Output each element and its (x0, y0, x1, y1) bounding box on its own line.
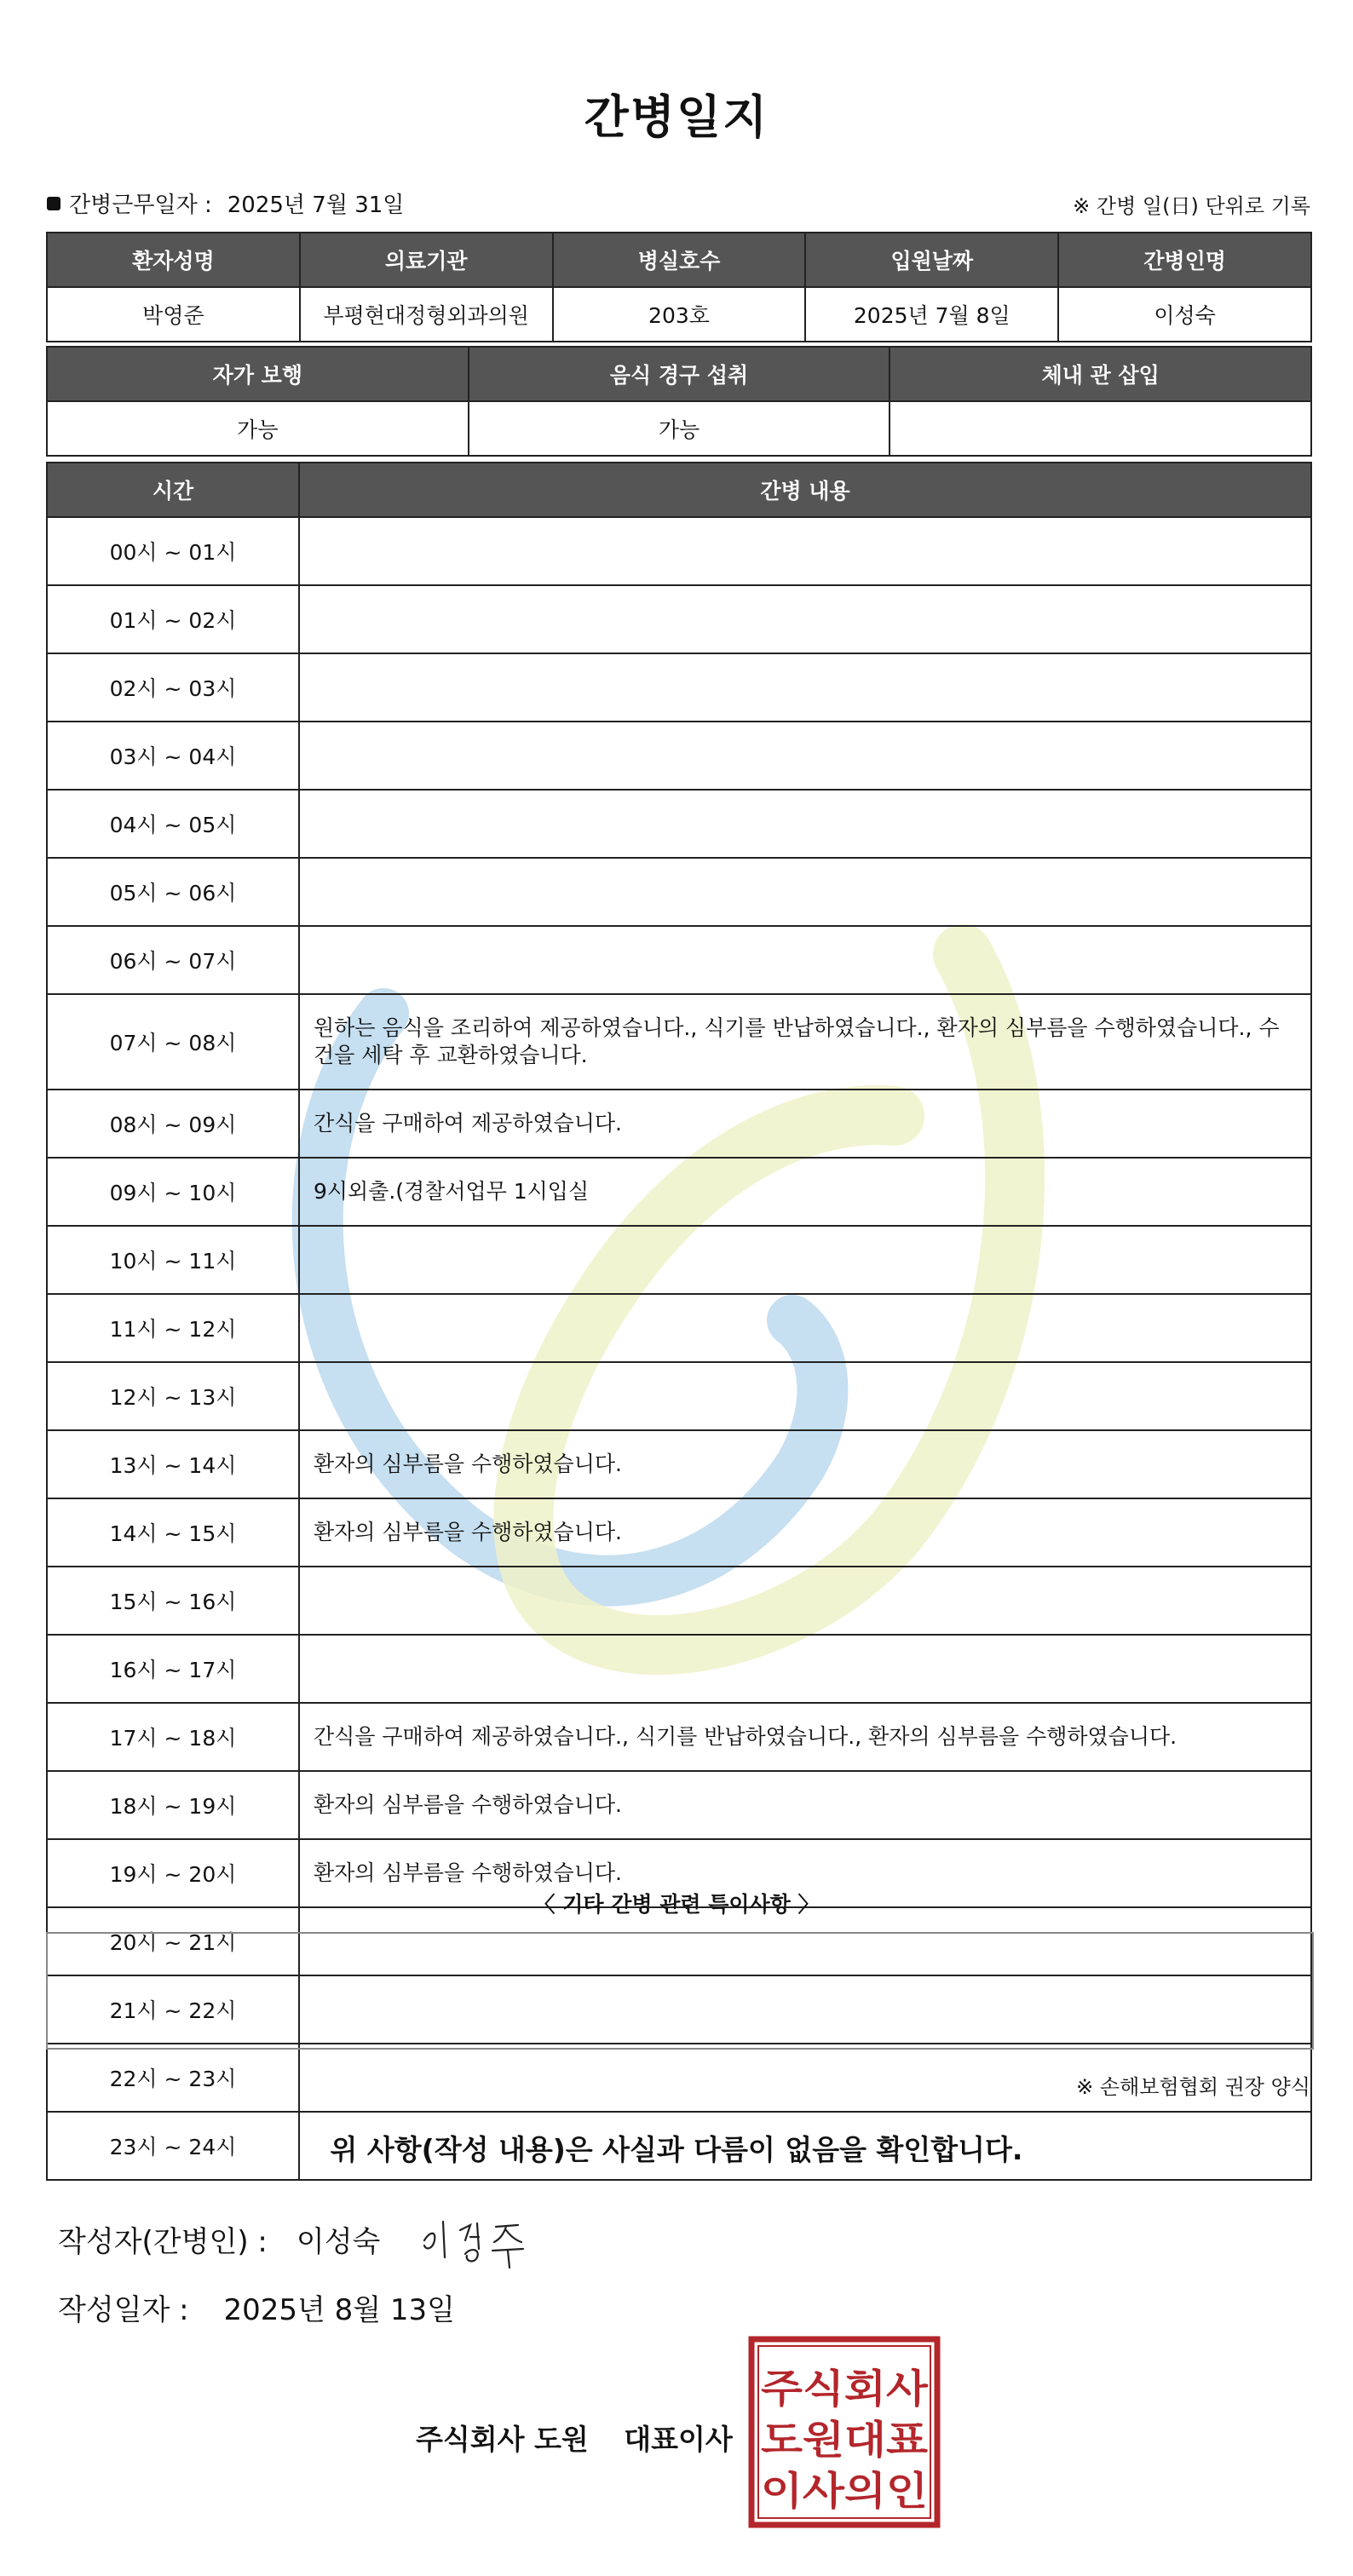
header-self-walking: 자가 보행 (47, 347, 469, 401)
time-cell: 06시 ~ 07시 (47, 926, 299, 994)
content-cell (299, 858, 1311, 926)
tube-insertion-value (890, 401, 1311, 456)
header-patient-name: 환자성명 (47, 233, 300, 287)
admission-date: 2025년 7월 8일 (805, 287, 1058, 342)
header-hospital: 의료기관 (300, 233, 553, 287)
header-room: 병실호수 (553, 233, 806, 287)
time-cell: 20시 ~ 21시 (47, 1907, 299, 1975)
content-cell: 원하는 음식을 조리하여 제공하였습니다., 식기를 반납하였습니다., 환자의 심부름을 수행하였습니다., 수건을 세탁 후 교환하였습니다. (299, 994, 1311, 1090)
patient-status-table (46, 346, 1312, 457)
content-cell: 환자의 심부름을 수행하였습니다. (299, 1430, 1311, 1498)
writer-label: 작성자(간병인) : (58, 2225, 268, 2259)
content-cell (299, 722, 1311, 790)
remarks-title: 〈 기타 간병 관련 특이사항 〉 (533, 1892, 820, 1917)
content-cell (299, 653, 1311, 722)
content-cell: 환자의 심부름을 수행하였습니다. (299, 1839, 1311, 1907)
stamp-line: 주식회사 (761, 2366, 929, 2412)
header-tube-insertion: 체내 관 삽입 (890, 347, 1311, 401)
company-line (416, 2418, 733, 2458)
work-date-value: 2025년 7월 31일 (227, 193, 405, 218)
form-source-note: ※ 손해보험협회 권장 양식 (1076, 2075, 1310, 2099)
header-oral-intake: 음식 경구 섭취 (469, 347, 890, 401)
table-row (47, 722, 1311, 790)
table-row (47, 1362, 1311, 1430)
page-title: 간병일지 (584, 90, 769, 144)
table-row (47, 790, 1311, 858)
content-cell: 간식을 구매하여 제공하였습니다. (299, 1090, 1311, 1158)
oral-intake-value: 가능 (469, 401, 890, 456)
table-row (47, 1703, 1311, 1771)
care-log-table (46, 462, 1312, 2181)
content-cell (299, 926, 1311, 994)
header-caregiver-name: 간병인명 (1058, 233, 1311, 287)
time-cell: 05시 ~ 06시 (47, 858, 299, 926)
patient-info-table (46, 232, 1312, 342)
table-row (47, 1635, 1311, 1703)
time-cell: 23시 ~ 24시 (47, 2112, 299, 2180)
time-cell: 21시 ~ 22시 (47, 1975, 299, 2044)
written-date-value: 2025년 8월 13일 (223, 2293, 456, 2327)
content-cell: 9시외출.(경찰서업무 1시입실 (299, 1158, 1311, 1226)
time-cell: 17시 ~ 18시 (47, 1703, 299, 1771)
square-bullet-icon (47, 197, 60, 210)
content-cell (299, 790, 1311, 858)
time-cell: 18시 ~ 19시 (47, 1771, 299, 1839)
time-cell: 00시 ~ 01시 (47, 517, 299, 585)
content-cell: 환자의 심부름을 수행하였습니다. (299, 1498, 1311, 1567)
table-row (47, 1567, 1311, 1635)
table-row (47, 994, 1311, 1090)
table-row (47, 1158, 1311, 1226)
patient-name: 박영준 (47, 287, 300, 342)
table-row (47, 858, 1311, 926)
time-cell: 08시 ~ 09시 (47, 1090, 299, 1158)
time-cell: 22시 ~ 23시 (47, 2044, 299, 2112)
writer-line (58, 2218, 380, 2260)
remarks-box (46, 1932, 1314, 2050)
writer-name: 이성숙 (296, 2225, 381, 2259)
table-row (47, 1771, 1311, 1839)
table-row (47, 1498, 1311, 1567)
table-row (47, 1090, 1311, 1158)
work-date (47, 187, 404, 219)
hospital-name: 부평현대정형외과의원 (300, 287, 553, 342)
content-cell (299, 1362, 1311, 1430)
content-cell: 환자의 심부름을 수행하였습니다. (299, 1771, 1311, 1839)
table-row (47, 653, 1311, 722)
stamp-line: 이사의인 (761, 2468, 928, 2514)
header-admission-date: 입원날짜 (805, 233, 1058, 287)
written-date-label: 작성일자 : (58, 2293, 189, 2327)
time-cell: 16시 ~ 17시 (47, 1635, 299, 1703)
time-cell: 19시 ~ 20시 (47, 1839, 299, 1907)
content-cell (299, 1294, 1311, 1362)
table-row (47, 1226, 1311, 1294)
header-care-content: 간병 내용 (299, 463, 1311, 517)
caregiver-name: 이성숙 (1058, 287, 1311, 342)
content-cell: 간식을 구매하여 제공하였습니다., 식기를 반납하였습니다., 환자의 심부름을 수행하였습니다. (299, 1703, 1311, 1771)
time-cell: 04시 ~ 05시 (47, 790, 299, 858)
work-date-label: 간병근무일자 : (69, 193, 212, 218)
time-cell: 09시 ~ 10시 (47, 1158, 299, 1226)
time-cell: 02시 ~ 03시 (47, 653, 299, 722)
table-row (47, 585, 1311, 653)
table-row (47, 517, 1311, 585)
company-name: 주식회사 도원 (416, 2423, 589, 2456)
time-cell: 07시 ~ 08시 (47, 994, 299, 1090)
company-title: 대표이사 (624, 2423, 733, 2456)
content-cell (299, 585, 1311, 653)
time-cell: 03시 ~ 04시 (47, 722, 299, 790)
company-seal-stamp (748, 2336, 941, 2528)
stamp-line: 도원대표 (761, 2417, 929, 2463)
time-cell: 01시 ~ 02시 (47, 585, 299, 653)
content-cell (299, 1567, 1311, 1635)
time-cell: 10시 ~ 11시 (47, 1226, 299, 1294)
time-cell: 12시 ~ 13시 (47, 1362, 299, 1430)
table-row (47, 1430, 1311, 1498)
handwritten-signature (417, 2206, 554, 2274)
time-cell: 14시 ~ 15시 (47, 1498, 299, 1567)
written-date (58, 2286, 455, 2328)
time-cell: 13시 ~ 14시 (47, 1430, 299, 1498)
time-cell: 15시 ~ 16시 (47, 1567, 299, 1635)
header-time: 시간 (47, 463, 299, 517)
content-cell (299, 1635, 1311, 1703)
table-row (47, 926, 1311, 994)
daily-record-note: ※ 간병 일(日) 단위로 기록 (1073, 194, 1310, 218)
table-row (47, 1294, 1311, 1362)
confirmation-statement: 위 사항(작성 내용)은 사실과 다름이 없음을 확인합니다. (330, 2133, 1023, 2166)
room-number: 203호 (553, 287, 806, 342)
content-cell (299, 517, 1311, 585)
time-cell: 11시 ~ 12시 (47, 1294, 299, 1362)
self-walking-value: 가능 (47, 401, 469, 456)
content-cell (299, 1226, 1311, 1294)
